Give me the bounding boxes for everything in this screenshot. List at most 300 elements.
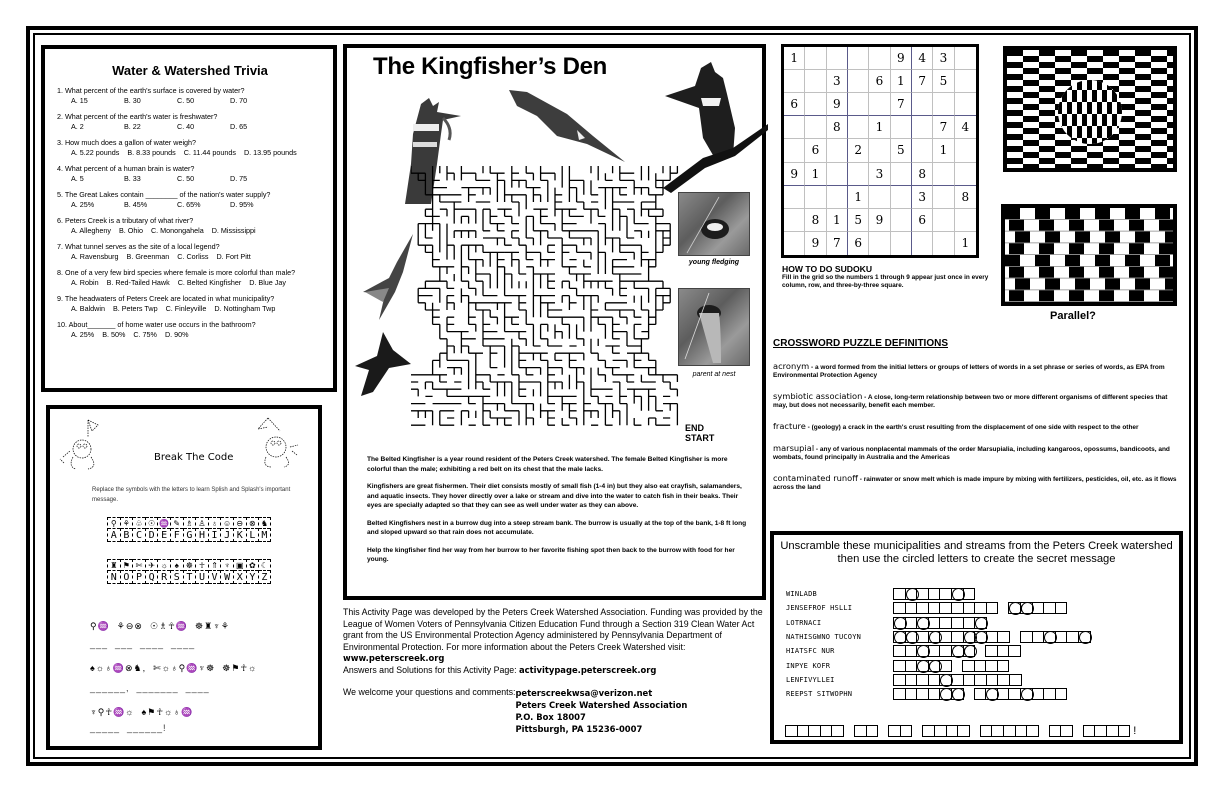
sudoku-given-cell: 3 [869, 163, 890, 186]
answer-option[interactable]: A. 15 [71, 95, 88, 105]
checker-tile [1023, 80, 1039, 86]
sudoku-empty-cell[interactable] [933, 163, 954, 186]
cipher-cell [183, 559, 196, 584]
answer-option[interactable]: D. 13.95 pounds [243, 147, 297, 157]
trivia-question [57, 164, 323, 183]
answer-options [57, 278, 323, 288]
question-text: 6. Peters Creek is a tributary of what river? [57, 216, 194, 225]
cafe-wall-tile [1069, 267, 1084, 278]
cipher-symbol: ▣ [234, 559, 246, 571]
definition-text: - A close, long-term relationship between two or more different organisms of different species that may, but does not necessarily, benefit each member. [773, 394, 1168, 409]
cafe-wall-tile [1125, 208, 1140, 219]
answer-option[interactable]: D. 70 [230, 95, 248, 105]
sudoku-empty-cell[interactable] [869, 47, 890, 70]
answer-word-group [1084, 725, 1130, 737]
answer-option[interactable]: C. Belted Kingfisher [177, 277, 242, 287]
answer-option[interactable]: B. 45% [124, 199, 148, 209]
sudoku-empty-cell[interactable] [955, 70, 976, 93]
cafe-wall-tile [1039, 267, 1054, 278]
answer-option[interactable]: A. 2 [71, 121, 84, 131]
checker-tile [1007, 62, 1023, 68]
cipher-letter: R [158, 571, 170, 584]
kingfisher-maze[interactable] [411, 166, 685, 428]
sudoku-empty-cell[interactable] [869, 139, 890, 162]
answer-letter-box[interactable] [1060, 725, 1073, 737]
sudoku-empty-cell[interactable] [869, 232, 890, 255]
answer-option[interactable]: C. Corliss [177, 251, 209, 261]
cipher-cell [208, 559, 221, 584]
answer-letter-box[interactable] [900, 725, 913, 737]
unscramble-row [786, 660, 1020, 672]
cipher-letter: S [171, 571, 183, 584]
checker-tile [1167, 110, 1173, 116]
cafe-wall-tile [1069, 290, 1084, 301]
answer-letter-box[interactable] [957, 725, 970, 737]
cafe-wall-tile [1165, 279, 1173, 290]
encoded-line-1: ⚲♒ ⚘⊖⊗ ☉♗☥♒ ☸♜♆⚘ [90, 621, 230, 631]
sudoku-empty-cell[interactable] [933, 186, 954, 209]
sudoku-given-cell: 6 [848, 232, 869, 255]
answers-link[interactable]: activitypage.peterscreek.org [519, 664, 657, 675]
answer-option[interactable]: B. Ohio [118, 225, 143, 235]
sudoku-empty-cell[interactable] [869, 93, 890, 116]
sudoku-empty-cell[interactable] [848, 116, 869, 139]
sudoku-given-cell: 7 [912, 70, 933, 93]
checker-tile [1039, 134, 1055, 140]
answer-option[interactable]: A. Ravensburg [71, 251, 119, 261]
cafe-wall-tile [1005, 255, 1020, 266]
answer-option[interactable]: B. 30 [124, 95, 141, 105]
cipher-letter: T [184, 571, 196, 584]
sudoku-given-cell: 5 [848, 209, 869, 232]
checker-tile [1023, 56, 1039, 62]
trivia-question [57, 190, 323, 209]
cipher-symbol: ♠ [171, 559, 183, 571]
parent-at-nest-caption: parent at nest [692, 371, 736, 378]
cafe-wall-illusion [1001, 204, 1177, 306]
kingfisher-paragraph: Help the kingfisher find her way from her burrow to her favorite fishing spot then back to the burrow with food for her young. [367, 546, 735, 563]
cafe-wall-tile [1009, 267, 1024, 278]
circled-letter-box[interactable] [1078, 631, 1091, 643]
sudoku-empty-cell[interactable] [848, 70, 869, 93]
checker-tile [1071, 74, 1087, 80]
checker-tile [1087, 164, 1103, 168]
cipher-letter: A [108, 529, 120, 542]
trivia-question [57, 216, 323, 235]
letter-box[interactable] [939, 660, 952, 672]
answer-option[interactable]: A. 5 [71, 173, 84, 183]
answer-letter-box[interactable] [866, 725, 879, 737]
trivia-question [57, 86, 323, 105]
sudoku-empty-cell[interactable] [848, 163, 869, 186]
sudoku-empty-cell[interactable] [784, 70, 805, 93]
kingfisher-paragraph: Belted Kingfishers nest in a burrow dug into a steep stream bank. The burrow is usually at the top of the bank, 1-8 ft long and sloped upward so that rain does not accumulate. [367, 519, 747, 536]
cafe-wall-tile [1125, 255, 1140, 266]
question-text: 1. What percent of the earth's surface is covered by water? [57, 86, 245, 95]
cafe-wall-tile [1045, 232, 1060, 243]
unscramble-row [786, 645, 1032, 657]
mortar-line [1005, 278, 1173, 279]
scrambled-word: JENSEFROF HSLLI [786, 604, 853, 613]
answer-option[interactable]: C. 11.44 pounds [183, 147, 236, 157]
sudoku-given-cell: 5 [891, 139, 912, 162]
cafe-wall-tile [1009, 220, 1024, 231]
letter-box-group [1009, 602, 1067, 614]
sudoku-empty-cell[interactable] [955, 139, 976, 162]
cafe-wall-tile [1099, 290, 1114, 301]
checker-tile [1023, 152, 1039, 158]
mortar-line [1005, 231, 1173, 232]
sudoku-empty-cell[interactable] [805, 93, 826, 116]
secret-message-boxes[interactable] [786, 725, 1136, 737]
cipher-cell [258, 517, 271, 542]
cafe-wall-tile [1065, 255, 1080, 266]
checker-tile [1151, 140, 1167, 146]
checker-tile [1023, 116, 1039, 122]
letter-box[interactable] [1008, 645, 1021, 657]
cafe-wall-tile [1099, 267, 1114, 278]
scrambled-word: INPYE KOFR [786, 661, 831, 670]
sudoku-empty-cell[interactable] [784, 209, 805, 232]
definition-text: - (geology) a crack in the earth's crust resulting from the displacement of one side with respect to the other [805, 424, 1139, 431]
checker-tile [1087, 68, 1103, 74]
cipher-symbol: ⊖ [234, 517, 246, 529]
cipher-key-a-m [107, 517, 271, 542]
answer-option[interactable]: C. 50 [177, 95, 195, 105]
cipher-symbol: ☾ [260, 561, 268, 570]
cafe-wall-tile [1009, 290, 1024, 301]
cafe-wall-tile [1155, 208, 1170, 219]
letter-box[interactable] [1055, 602, 1068, 614]
sudoku-empty-cell[interactable] [805, 47, 826, 70]
sudoku-given-cell: 6 [805, 139, 826, 162]
cipher-letter: P [133, 571, 145, 584]
question-text: 4. What percent of a human brain is water? [57, 164, 195, 173]
sudoku-empty-cell[interactable] [933, 232, 954, 255]
kingfisher-panel [343, 44, 766, 600]
scrambled-word: HIATSFC NUR [786, 647, 835, 656]
letter-box[interactable] [1055, 688, 1068, 700]
sudoku-empty-cell[interactable] [891, 209, 912, 232]
email-link[interactable]: peterscreekwsa@verizon.net [515, 687, 653, 698]
answer-option[interactable]: A. Robin [71, 277, 99, 287]
sudoku-empty-cell[interactable] [827, 139, 848, 162]
scrambled-word: REEPST SITWOPHN [786, 690, 853, 699]
sudoku-empty-cell[interactable] [891, 232, 912, 255]
letter-box[interactable] [997, 660, 1010, 672]
cipher-cell [107, 559, 120, 584]
circled-letter-box[interactable] [974, 617, 987, 629]
cafe-wall-tile [1159, 220, 1173, 231]
checker-tile [1135, 62, 1151, 68]
cafe-wall-tile [1039, 290, 1054, 301]
cipher-symbol: ☺ [223, 519, 232, 528]
checker-tile [1023, 92, 1039, 98]
checker-tile [1167, 122, 1173, 128]
cafe-wall-tile [1129, 267, 1144, 278]
answer-option[interactable]: B. 8.33 pounds [127, 147, 176, 157]
checker-tile [1039, 146, 1055, 152]
sudoku-empty-cell[interactable] [784, 116, 805, 139]
cafe-wall-tile [1129, 290, 1144, 301]
parent-at-nest-photo [678, 288, 750, 366]
checker-tile [1135, 74, 1151, 80]
cafe-wall-tile [1015, 232, 1030, 243]
answer-options [57, 148, 323, 158]
cipher-letter: Y [247, 571, 259, 584]
cipher-cell [195, 559, 208, 584]
checker-tile [1119, 164, 1135, 168]
cipher-letter: I [209, 529, 221, 542]
answer-option[interactable]: A. Allegheny [71, 225, 111, 235]
break-the-code-panel [46, 405, 322, 750]
mortar-line [1005, 254, 1173, 255]
checker-tile [1103, 158, 1119, 164]
trivia-question [57, 320, 323, 339]
checker-tile [1167, 74, 1173, 80]
kingfisher-paragraph: Kingfishers are great fishermen. Their diet consists mostly of small fish (1-4 in) but they also eat crayfish, salamanders, and aquatic insects. They hover directly over a lake or stream and dive into the water to catch fish in their beaks. Their eyes are specially adapted so that they can see as well under water as they can above. [367, 483, 742, 509]
answer-blank-1[interactable]: ___ ___ ____ ____ [90, 639, 196, 649]
answer-blank-2[interactable]: ______, _______ ____ [90, 683, 210, 693]
crossword-definition [773, 362, 1183, 380]
cipher-letter: U [196, 571, 208, 584]
answer-option[interactable]: B. Red-Tailed Hawk [106, 277, 170, 287]
checker-tile [1135, 50, 1151, 56]
answer-option[interactable]: C. 75% [133, 329, 157, 339]
cafe-wall-tile [1015, 279, 1030, 290]
cafe-wall-tile [1065, 208, 1080, 219]
sudoku-given-cell: 9 [805, 232, 826, 255]
sudoku-empty-cell[interactable] [955, 163, 976, 186]
answer-option[interactable]: D. Mississippi [211, 225, 256, 235]
checker-tile [1007, 122, 1023, 128]
sudoku-empty-cell[interactable] [784, 232, 805, 255]
circled-letter-box[interactable] [951, 688, 964, 700]
answer-option[interactable]: D. Nottingham Twp [214, 303, 276, 313]
answer-option[interactable]: C. Finleyville [165, 303, 207, 313]
answer-option[interactable]: D. 65 [230, 121, 248, 131]
sudoku-given-cell: 6 [784, 93, 805, 116]
funding-info [343, 607, 771, 665]
checker-tile [1151, 80, 1167, 86]
answer-word-group [889, 725, 912, 737]
cipher-cell [258, 559, 271, 584]
sudoku-empty-cell[interactable] [933, 209, 954, 232]
cafe-wall-tile [1159, 267, 1173, 278]
cipher-letter: M [259, 529, 270, 542]
answer-option[interactable]: A. 5.22 pounds [71, 147, 120, 157]
answer-option[interactable]: A. 25% [71, 329, 95, 339]
circled-letter-box[interactable] [963, 645, 976, 657]
sudoku-empty-cell[interactable] [912, 93, 933, 116]
answer-option[interactable]: A. 25% [71, 199, 95, 209]
cipher-letter: H [196, 529, 208, 542]
letter-box-group [986, 645, 1021, 657]
cipher-cell [170, 559, 183, 584]
cipher-letter: D [146, 529, 158, 542]
sudoku-given-cell: 3 [912, 186, 933, 209]
contact-info [343, 687, 771, 735]
answer-option[interactable]: D. Fort Pitt [216, 251, 251, 261]
sudoku-empty-cell[interactable] [869, 186, 890, 209]
sudoku-empty-cell[interactable] [805, 70, 826, 93]
crossword-definitions [773, 338, 1183, 504]
sudoku-given-cell: 1 [805, 163, 826, 186]
website-link[interactable]: www.peterscreek.org [343, 653, 445, 664]
checker-tile [1103, 62, 1119, 68]
checker-tile [1119, 140, 1135, 146]
letter-box[interactable] [963, 588, 976, 600]
checker-tile [1007, 158, 1023, 164]
diving-kingfisher-image [507, 86, 627, 166]
checker-tile [1039, 62, 1055, 68]
welcome-text: We welcome your questions and comments: [343, 686, 516, 697]
letter-box[interactable] [1009, 674, 1022, 686]
cipher-symbol: ♙ [196, 517, 208, 529]
checker-tile [1151, 104, 1167, 110]
scrambled-word: LENFIVYLLEI [786, 675, 835, 684]
cipher-key-n-z [107, 559, 271, 584]
sudoku-given-cell: 6 [869, 70, 890, 93]
splash-character-icon [250, 415, 300, 470]
checker-tile [1039, 98, 1055, 104]
sudoku-given-cell: 3 [827, 70, 848, 93]
sudoku-empty-cell[interactable] [827, 47, 848, 70]
answer-option[interactable]: B. 33 [124, 173, 141, 183]
checker-tile [1007, 98, 1023, 104]
letter-box[interactable] [997, 631, 1010, 643]
checker-tile [1119, 92, 1135, 98]
cipher-symbol: ♧ [133, 517, 145, 529]
unscramble-row [786, 631, 1102, 643]
cipher-letter: K [234, 529, 246, 542]
sudoku-given-cell: 9 [827, 93, 848, 116]
checker-tile [1087, 56, 1103, 62]
answer-blank-3[interactable]: _____ ______! [90, 723, 167, 733]
unscramble-row [786, 588, 986, 600]
young-fledgling-caption: young fledging [688, 259, 740, 266]
sudoku-empty-cell[interactable] [848, 93, 869, 116]
checker-tile [1103, 50, 1119, 56]
cipher-letter: Z [259, 571, 270, 584]
break-the-code-title: Break The Code [154, 452, 234, 463]
trivia-question [57, 242, 323, 261]
cafe-wall-tile [1129, 243, 1144, 254]
definition-list [773, 362, 1183, 492]
sudoku-empty-cell[interactable] [891, 116, 912, 139]
checker-tile [1119, 128, 1135, 134]
splish-character-icon [58, 417, 108, 472]
answer-option[interactable]: B. Greenman [126, 251, 170, 261]
answer-option[interactable]: D. 75 [230, 173, 248, 183]
sudoku-given-cell: 1 [848, 186, 869, 209]
cafe-wall-tile [1135, 232, 1150, 243]
letter-box[interactable] [986, 602, 999, 614]
sudoku-given-cell: 1 [784, 47, 805, 70]
checker-tile [1055, 152, 1071, 158]
answer-options [57, 96, 323, 106]
exclamation-mark: ! [1133, 725, 1137, 737]
cafe-wall-tile [1105, 232, 1120, 243]
sudoku-empty-cell[interactable] [827, 163, 848, 186]
sudoku-empty-cell[interactable] [891, 186, 912, 209]
mortar-line [1005, 243, 1173, 244]
trivia-question [57, 138, 323, 157]
sudoku-empty-cell[interactable] [955, 209, 976, 232]
sudoku-given-cell: 1 [933, 139, 954, 162]
sudoku-empty-cell[interactable] [805, 116, 826, 139]
sudoku-given-cell: 6 [912, 209, 933, 232]
answer-option[interactable]: D. 95% [230, 199, 254, 209]
answer-option[interactable]: D. 90% [164, 329, 189, 339]
cipher-cell [132, 559, 145, 584]
sudoku-empty-cell[interactable] [912, 139, 933, 162]
sudoku-empty-cell[interactable] [933, 93, 954, 116]
answer-option[interactable]: C. 40 [177, 121, 195, 131]
checker-tile [1055, 140, 1071, 146]
trivia-panel [41, 45, 337, 392]
sudoku-empty-cell[interactable] [784, 186, 805, 209]
cafe-wall-tile [1095, 208, 1110, 219]
sudoku-empty-cell[interactable] [784, 139, 805, 162]
cipher-letter: F [171, 529, 183, 542]
answer-option[interactable]: A. Baldwin [71, 303, 105, 313]
sudoku-empty-cell[interactable] [891, 163, 912, 186]
answer-option[interactable]: B. 50% [102, 329, 126, 339]
cipher-cell [170, 517, 183, 542]
checker-tile [1167, 158, 1173, 164]
answer-option[interactable]: C. 50 [177, 173, 195, 183]
cipher-symbol: ☉ [146, 517, 158, 529]
cipher-cell [233, 517, 246, 542]
sudoku-empty-cell[interactable] [848, 47, 869, 70]
answer-letter-box[interactable] [831, 725, 844, 737]
cafe-wall-tile [1039, 220, 1054, 231]
definition-term: contaminated runoff [773, 473, 858, 483]
answer-option[interactable]: B. Peters Twp [112, 303, 158, 313]
checker-tile [1023, 128, 1039, 134]
answer-letter-box[interactable] [1026, 725, 1039, 737]
encoded-line-3: ♆⚲☥♒☼ ♠⚑☥☼♁♒ [90, 707, 194, 717]
definition-text: - rainwater or snow melt which is made impure by mixing with fertilizers, pesticides, oil, etc. as it flows across the land [773, 476, 1177, 491]
answer-option[interactable]: B. 22 [124, 121, 141, 131]
sudoku-given-cell: 7 [891, 93, 912, 116]
checker-tile [1119, 68, 1135, 74]
sudoku-given-cell: 1 [891, 70, 912, 93]
org-name: Peters Creek Watershed Association [515, 699, 688, 710]
sudoku-empty-cell[interactable] [827, 186, 848, 209]
sudoku-empty-cell[interactable] [805, 186, 826, 209]
cipher-letter: C [133, 529, 145, 542]
answer-option[interactable]: C. Monongahela [150, 225, 204, 235]
sudoku-empty-cell[interactable] [955, 93, 976, 116]
cipher-letter: O [121, 571, 133, 584]
flying-kingfisher-image [353, 330, 413, 400]
cipher-symbol: ✿ [247, 559, 259, 571]
answer-word-group [786, 725, 844, 737]
sudoku-empty-cell[interactable] [912, 232, 933, 255]
cipher-cell [246, 559, 259, 584]
checker-tile [1135, 122, 1151, 128]
answer-option[interactable]: D. Blue Jay [249, 277, 286, 287]
answer-option[interactable]: C. 65% [177, 199, 201, 209]
sudoku-empty-cell[interactable] [955, 47, 976, 70]
checker-tile [1039, 122, 1055, 128]
answer-letter-box[interactable] [1118, 725, 1131, 737]
checker-tile [1167, 86, 1173, 92]
cipher-symbol: ♗ [184, 517, 196, 529]
sudoku-empty-cell[interactable] [912, 116, 933, 139]
